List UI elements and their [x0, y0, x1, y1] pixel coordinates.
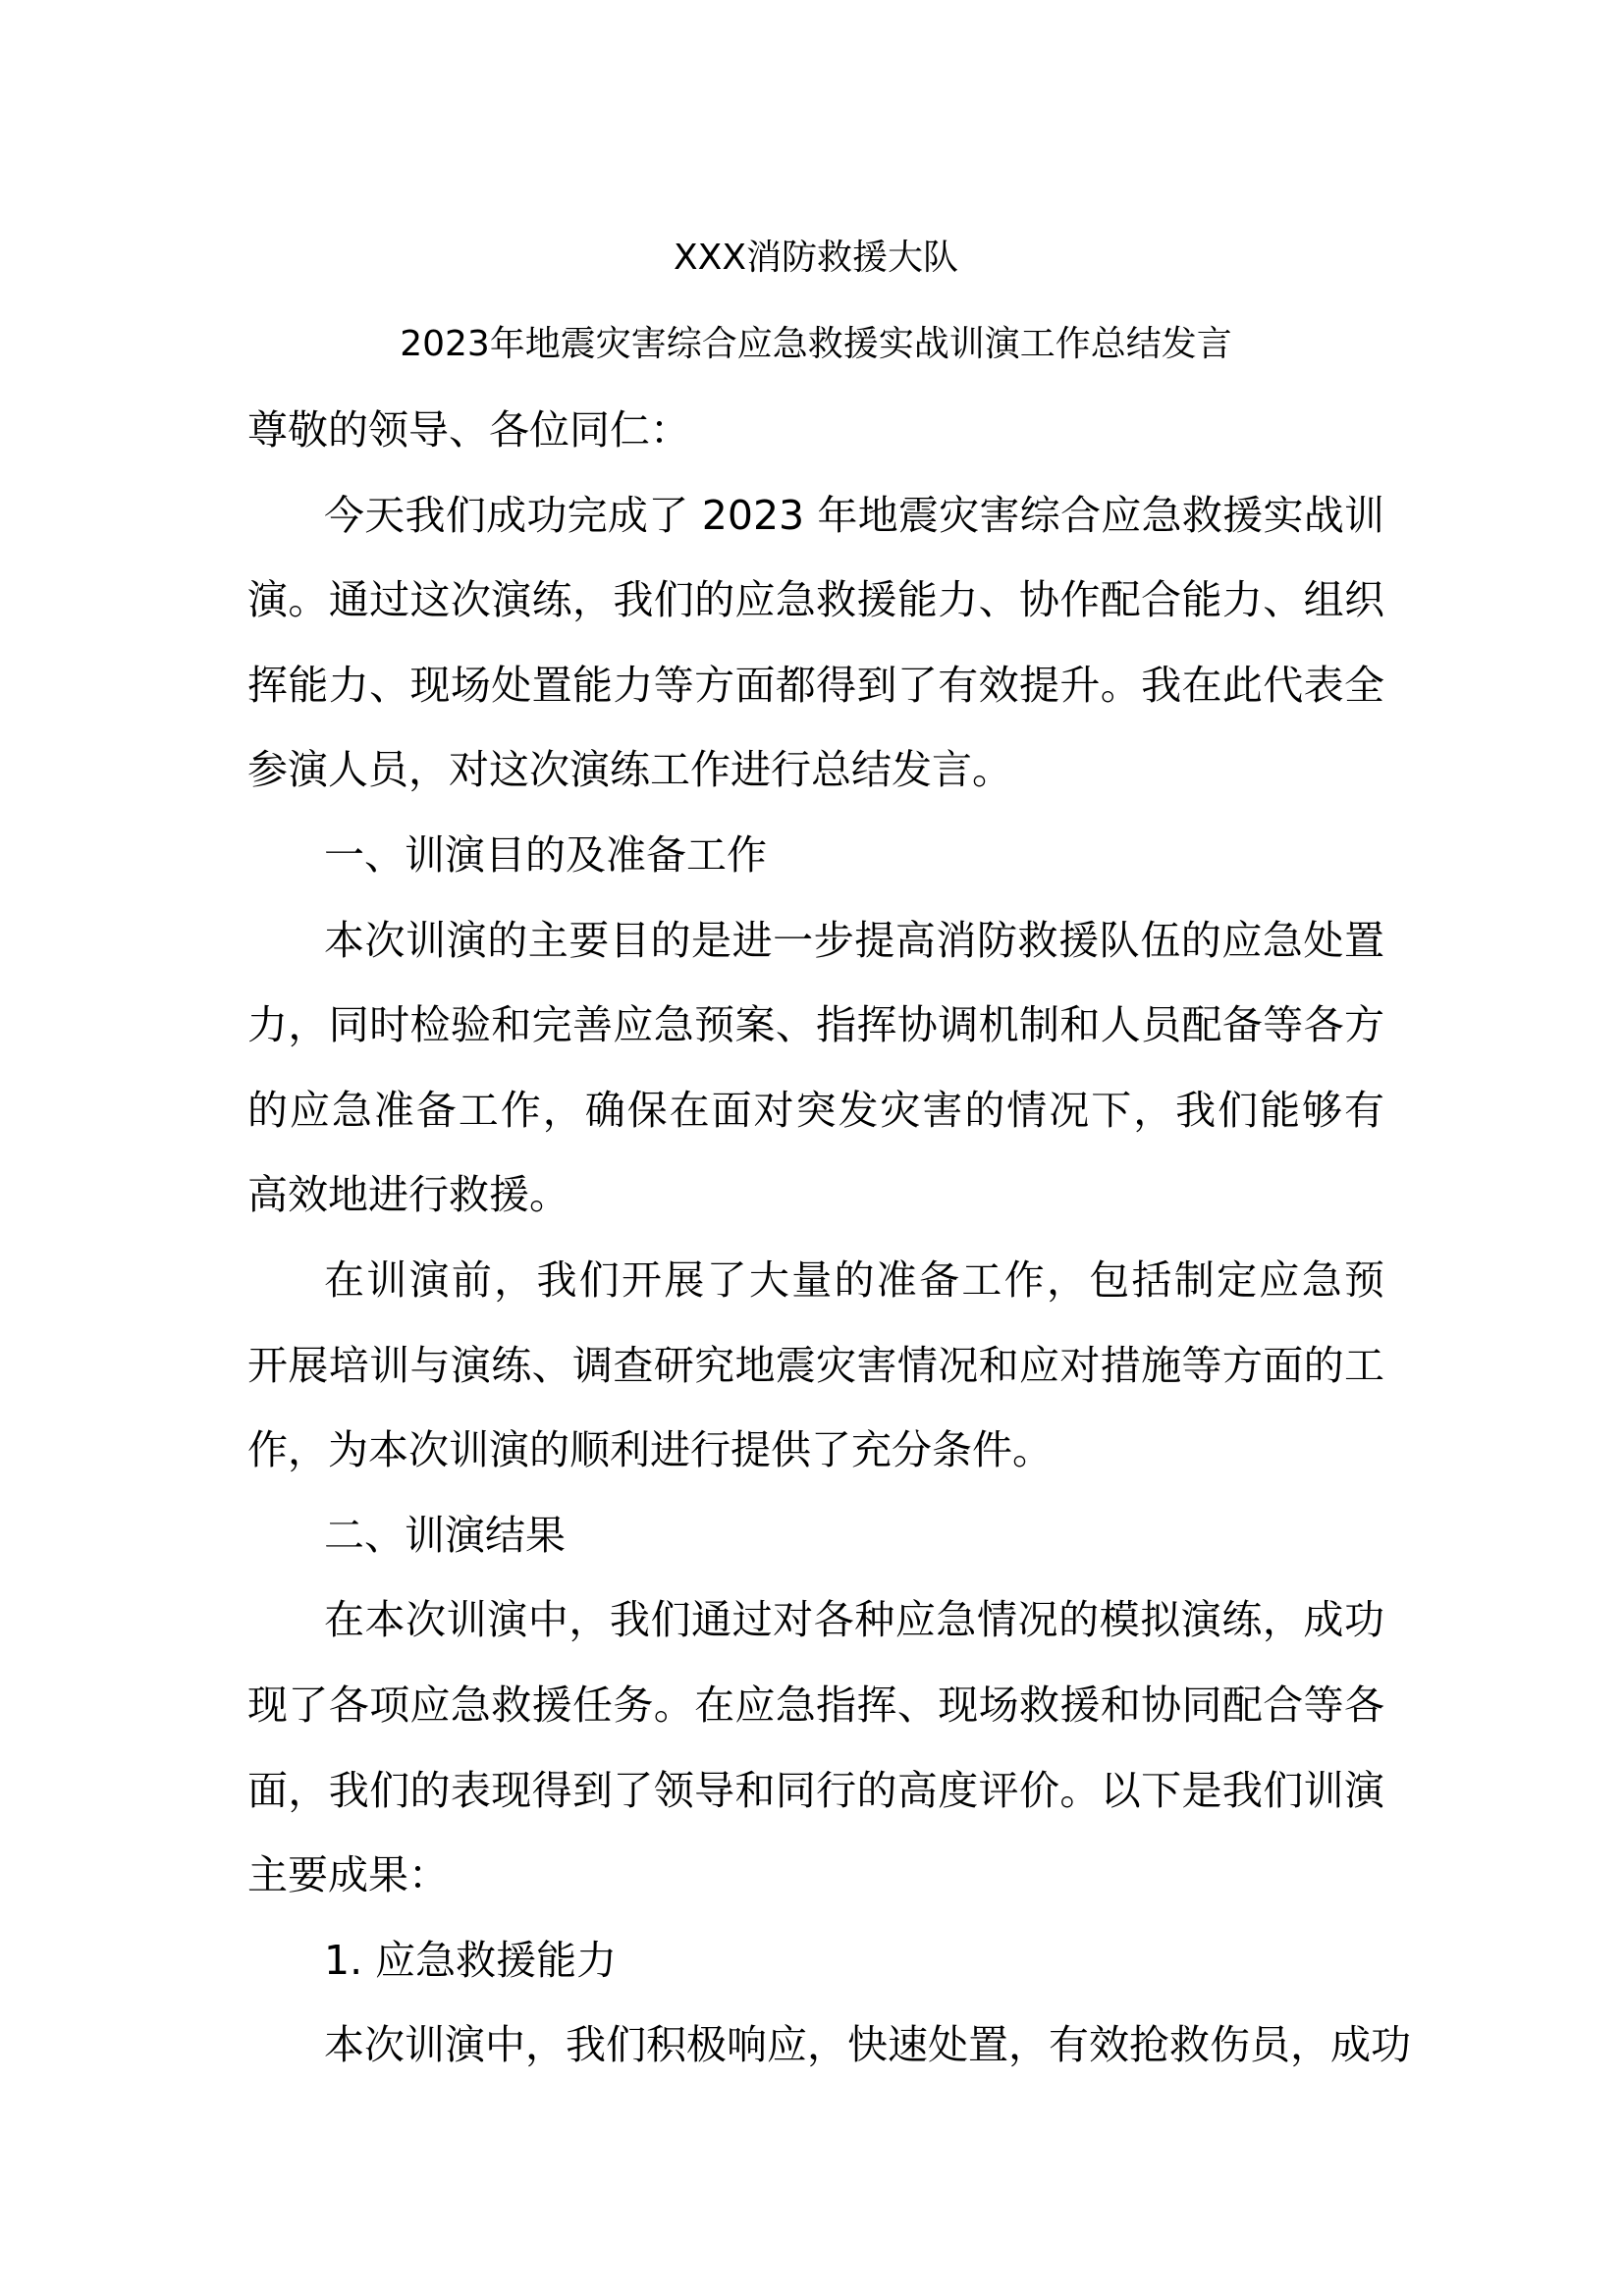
paragraph — [247, 473, 1384, 813]
paragraph-line: 的应急准备工作，确保在面对突发灾害的情况下，我们能够有 — [247, 1086, 1384, 1134]
paragraph-line: 参演人员，对这次演练工作进行总结发言。 — [247, 746, 1012, 794]
document-body — [247, 473, 1411, 2088]
document-title: XXX消防救援大队 — [674, 238, 958, 278]
paragraph — [247, 813, 1384, 898]
paragraph-line: 在训演前，我们开展了大量的准备工作，包括制定应急预 — [324, 1255, 1384, 1304]
paragraph-line: 一、训演目的及准备工作 — [324, 830, 767, 879]
paragraph-line: 主要成果： — [247, 1851, 449, 1899]
paragraph — [247, 898, 1384, 1238]
paragraph-line: 面，我们的表现得到了领导和同行的高度评价。以下是我们训演 — [247, 1766, 1384, 1814]
paragraph-line: 演。通过这次演练，我们的应急救援能力、协作配合能力、组织 — [247, 576, 1384, 624]
paragraph-line: 高效地进行救援。 — [247, 1171, 569, 1219]
paragraph-line: 本次训演的主要目的是进一步提高消防救援队伍的应急处置 — [324, 916, 1384, 964]
paragraph-line: 力，同时检验和完善应急预案、指挥协调机制和人员配备等各方 — [247, 1001, 1384, 1049]
document-page — [247, 215, 1411, 2088]
paragraph — [247, 2002, 1411, 2088]
paragraph-line: 现了各项应急救援任务。在应急指挥、现场救援和协同配合等各 — [247, 1681, 1384, 1729]
paragraph-line: 1. 应急救援能力 — [324, 1936, 618, 1984]
paragraph-line: 挥能力、现场处置能力等方面都得到了有效提升。我在此代表全 — [247, 661, 1384, 709]
document-subtitle: 2023年地震灾害综合应急救援实战训演工作总结发言 — [400, 324, 1232, 364]
paragraph-line: 作，为本次训演的顺利进行提供了充分条件。 — [247, 1426, 1053, 1474]
paragraph-line: 开展培训与演练、调查研究地震灾害情况和应对措施等方面的工 — [247, 1341, 1384, 1389]
paragraph-line: 在本次训演中，我们通过对各种应急情况的模拟演练，成功 — [324, 1596, 1384, 1644]
paragraph — [247, 1238, 1384, 1493]
paragraph — [247, 1577, 1384, 1917]
paragraph-line: 二、训演结果 — [324, 1511, 566, 1559]
paragraph — [247, 1918, 1384, 2003]
paragraph-line: 今天我们成功完成了 2023 年地震灾害综合应急救援实战训 — [324, 491, 1384, 539]
greeting: 尊敬的领导、各位同仁： — [247, 406, 690, 454]
paragraph — [247, 1493, 1384, 1578]
paragraph-line: 本次训演中，我们积极响应，快速处置，有效抢救伤员，成功 — [324, 2021, 1411, 2069]
